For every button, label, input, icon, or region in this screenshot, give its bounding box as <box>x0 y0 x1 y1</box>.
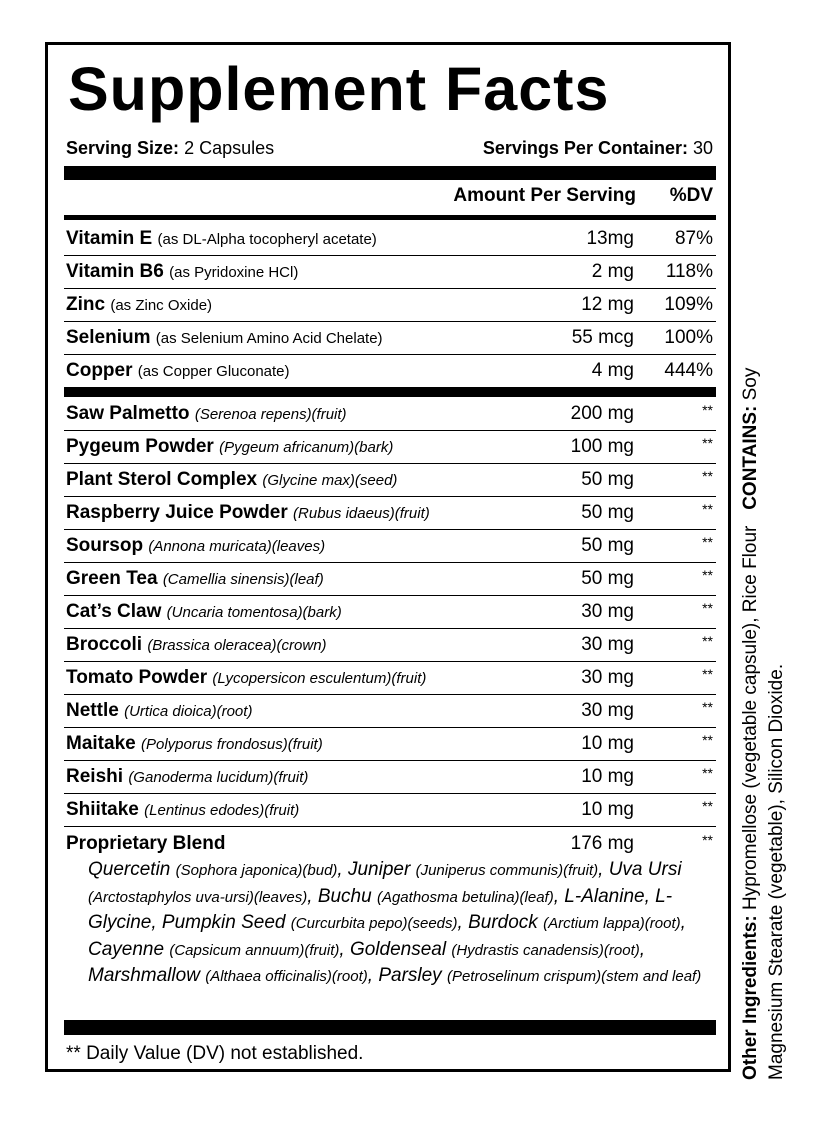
nutrient-source: (Rubus idaeus)(fruit) <box>293 505 430 522</box>
amount-per-serving-header: Amount Per Serving <box>453 185 636 206</box>
nutrient-amount: 10 mg <box>581 733 634 754</box>
nutrient-row <box>64 728 716 761</box>
nutrient-source: (Camellia sinensis)(leaf) <box>162 571 324 588</box>
nutrient-row <box>64 695 716 728</box>
nutrient-name <box>66 228 377 250</box>
blend-separator: , <box>457 912 469 933</box>
nutrient-row <box>64 398 716 431</box>
nutrient-source: (Lycopersicon esculentum)(fruit) <box>212 670 427 687</box>
nutrient-dv: ** <box>702 468 713 484</box>
nutrient-name-text: Cat’s Claw <box>66 601 162 622</box>
nutrient-name <box>66 294 212 316</box>
blend-ingredient-source: (Petroselinum crispum)(stem and leaf) <box>446 968 702 985</box>
blend-ingredient-name: Juniper <box>347 859 411 880</box>
blend-separator: , <box>339 938 350 960</box>
nutrient-name-text: Green Tea <box>66 568 158 589</box>
nutrient-name <box>66 667 426 689</box>
blend-ingredient-source: (Juniperus communis)(fruit) <box>415 862 599 879</box>
nutrient-row <box>64 322 716 355</box>
nutrient-dv: ** <box>702 501 713 517</box>
nutrient-name <box>66 535 325 557</box>
nutrient-name <box>66 799 299 821</box>
nutrient-row <box>64 629 716 662</box>
nutrient-name <box>66 700 252 722</box>
nutrient-amount: 30 mg <box>581 634 634 655</box>
nutrient-row <box>64 563 716 596</box>
panel-title: Supplement Facts <box>68 55 610 123</box>
nutrient-source: (as DL-Alpha tocopheryl acetate) <box>157 231 377 248</box>
blend-ingredient-name: Parsley <box>378 965 442 986</box>
nutrient-amount: 50 mg <box>581 469 634 490</box>
nutrient-row <box>64 289 716 322</box>
nutrient-dv: ** <box>702 435 713 451</box>
blend-separator: , <box>680 912 686 933</box>
nutrient-name <box>66 601 342 623</box>
medium-divider <box>64 215 716 220</box>
blend-ingredient-name: L-Glycine <box>88 885 673 933</box>
blend-name: Proprietary Blend <box>66 833 226 854</box>
blend-ingredient-source: (Capsicum annuum)(fruit) <box>169 941 340 959</box>
nutrient-source: (Annona muricata)(leaves) <box>148 538 326 555</box>
nutrient-name-text: Pygeum Powder <box>66 436 214 457</box>
nutrient-dv: ** <box>702 567 713 583</box>
nutrient-amount: 100 mg <box>570 436 634 457</box>
nutrient-amount: 30 mg <box>581 667 634 688</box>
blend-separator: , <box>639 938 646 960</box>
nutrient-amount: 30 mg <box>581 601 634 622</box>
blend-ingredient-source: (Agathosma betulina)(leaf) <box>376 888 554 906</box>
nutrient-name-text: Reishi <box>66 766 124 787</box>
nutrient-name-text: Vitamin B6 <box>66 261 164 282</box>
nutrient-source: (Polyporus frondosus)(fruit) <box>140 736 323 753</box>
thick-divider <box>64 1020 716 1035</box>
nutrient-row <box>64 256 716 289</box>
blend-separator: , <box>644 885 656 907</box>
nutrient-name-text: Plant Sterol Complex <box>66 469 258 490</box>
blend-ingredient-source: (Sophora japonica)(bud) <box>175 862 338 879</box>
blend-ingredient-name: Quercetin <box>88 859 171 880</box>
nutrient-name <box>66 436 393 458</box>
nutrient-dv: ** <box>702 600 713 616</box>
serving-size-label: Serving Size: <box>66 138 180 158</box>
blend-ingredient-name: L-Alanine <box>564 885 645 907</box>
nutrient-name <box>66 261 298 283</box>
nutrient-name-text: Zinc <box>66 294 106 315</box>
nutrient-dv: 444% <box>664 360 713 381</box>
nutrient-amount: 50 mg <box>581 568 634 589</box>
nutrient-amount: 50 mg <box>581 535 634 556</box>
nutrient-source: (Ganoderma lucidum)(fruit) <box>128 769 309 786</box>
servings-per-container <box>483 138 713 159</box>
dv-footnote: ** Daily Value (DV) not established. <box>66 1043 364 1064</box>
nutrient-row <box>64 530 716 563</box>
blend-ingredient-name: Burdock <box>468 912 538 933</box>
thick-divider <box>64 387 716 397</box>
nutrient-source: (Pygeum africanum)(bark) <box>219 439 394 456</box>
nutrient-name-text: Broccoli <box>66 634 143 655</box>
blend-ingredient-source: (Arctium lappa)(root) <box>543 915 681 932</box>
nutrient-row <box>64 431 716 464</box>
nutrient-row <box>64 662 716 695</box>
nutrient-row <box>64 596 716 629</box>
nutrient-source: (Serenoa repens)(fruit) <box>194 406 347 423</box>
other-ingredients-line-2: Magnesium Stearate (vegetable), Silicon Dioxide. <box>766 663 787 1080</box>
blend-ingredient-name: Goldenseal <box>349 938 447 960</box>
nutrient-source: (Lentinus edodes)(fruit) <box>144 802 300 819</box>
blend-ingredient-name: Cayenne <box>88 938 165 960</box>
daily-value-header: %DV <box>669 185 713 206</box>
nutrient-dv: ** <box>702 402 713 418</box>
nutrient-name-text: Raspberry Juice Powder <box>66 502 288 523</box>
blend-separator: , <box>553 885 565 907</box>
nutrient-amount: 55 mcg <box>571 327 634 348</box>
other-ingredients-line-1 <box>738 40 764 1080</box>
thick-divider <box>64 166 716 180</box>
nutrient-dv: ** <box>702 798 713 814</box>
nutrient-name <box>66 766 308 788</box>
nutrient-row <box>64 223 716 256</box>
nutrient-dv: ** <box>702 732 713 748</box>
nutrient-source: (as Copper Gluconate) <box>137 363 290 380</box>
nutrient-amount: 10 mg <box>581 799 634 820</box>
blend-separator: , <box>598 859 609 880</box>
nutrient-amount: 50 mg <box>581 502 634 523</box>
other-ingredients-label: Other Ingredients: <box>740 915 761 1080</box>
nutrient-name-text: Shiitake <box>66 799 139 820</box>
nutrient-source: (as Pyridoxine HCl) <box>169 264 299 281</box>
nutrient-name-text: Tomato Powder <box>66 667 208 688</box>
nutrient-row <box>64 355 716 388</box>
blend-ingredient-source: (Althaea officinalis)(root) <box>205 968 368 985</box>
supplement-facts-panel <box>45 42 731 1072</box>
nutrient-name-text: Selenium <box>66 327 151 348</box>
nutrient-name-text: Maitake <box>66 733 136 754</box>
nutrient-name-text: Copper <box>66 360 133 381</box>
nutrient-source: (as Zinc Oxide) <box>110 297 213 314</box>
nutrient-name <box>66 360 290 382</box>
nutrient-name-text: Soursop <box>66 535 144 556</box>
nutrient-amount: 2 mg <box>591 261 634 282</box>
nutrient-amount: 13mg <box>586 228 634 249</box>
nutrient-name <box>66 733 323 755</box>
nutrient-amount: 10 mg <box>581 766 634 787</box>
nutrient-name-text: Nettle <box>66 700 119 721</box>
servings-per-container-value: 30 <box>692 138 713 158</box>
blend-separator: , <box>151 912 162 933</box>
blend-ingredient-name: Pumpkin Seed <box>161 912 286 933</box>
nutrient-name <box>66 502 430 524</box>
row-divider <box>64 826 716 827</box>
nutrient-source: (Glycine max)(seed) <box>262 472 398 489</box>
nutrient-name <box>66 634 327 656</box>
nutrient-amount: 12 mg <box>581 294 634 315</box>
nutrient-amount: 30 mg <box>581 700 634 721</box>
nutrient-row <box>64 497 716 530</box>
nutrient-name <box>66 469 397 491</box>
nutrient-dv: ** <box>702 765 713 781</box>
serving-size-value: 2 Capsules <box>184 138 275 158</box>
nutrient-name-text: Saw Palmetto <box>66 403 190 424</box>
nutrient-row <box>64 761 716 794</box>
nutrient-dv: ** <box>702 699 713 715</box>
blend-ingredient-name: Buchu <box>317 885 372 907</box>
nutrient-row <box>64 464 716 497</box>
nutrient-dv: ** <box>702 534 713 550</box>
contains-label: CONTAINS: <box>740 405 761 510</box>
other-ingredients-block <box>738 40 808 1080</box>
nutrient-source: (Urtica dioica)(root) <box>124 703 253 720</box>
nutrient-dv: 87% <box>674 228 713 249</box>
nutrient-amount: 200 mg <box>570 403 634 424</box>
nutrient-dv: ** <box>702 666 713 682</box>
blend-ingredient-name: Uva Ursi <box>608 859 682 880</box>
blend-ingredient-source: (Arctostaphylos uva-ursi)(leaves) <box>88 888 308 906</box>
nutrient-source: (Brassica oleracea)(crown) <box>147 637 327 654</box>
nutrient-dv: 118% <box>665 261 713 282</box>
blend-ingredient-source: (Hydrastis canadensis)(root) <box>451 941 640 959</box>
nutrient-dv: 109% <box>664 294 713 315</box>
nutrient-source: (Uncaria tomentosa)(bark) <box>166 604 342 621</box>
blend-ingredients <box>88 857 718 990</box>
blend-separator: , <box>337 859 348 880</box>
nutrient-amount: 4 mg <box>591 360 634 381</box>
blend-dv: ** <box>702 832 713 848</box>
contains-text: Soy <box>740 367 761 401</box>
nutrient-name-text: Vitamin E <box>66 228 153 249</box>
nutrient-source: (as Selenium Amino Acid Chelate) <box>155 330 383 347</box>
nutrient-name <box>66 327 383 349</box>
blend-separator: , <box>367 965 379 986</box>
nutrient-row <box>64 794 716 827</box>
serving-size <box>66 138 274 159</box>
blend-ingredient-name: Marshmallow <box>88 965 200 986</box>
nutrient-name <box>66 568 324 590</box>
servings-per-container-label: Servings Per Container: <box>482 138 688 158</box>
blend-separator: , <box>307 885 318 907</box>
other-ingredients-text: Hypromellose (vegetable capsule), Rice Flour <box>740 525 761 911</box>
blend-amount: 176 mg <box>570 833 634 854</box>
blend-ingredient-source: (Curcurbita pepo)(seeds) <box>290 915 458 932</box>
nutrient-name <box>66 403 347 425</box>
nutrient-dv: 100% <box>664 327 713 348</box>
nutrient-dv: ** <box>702 633 713 649</box>
